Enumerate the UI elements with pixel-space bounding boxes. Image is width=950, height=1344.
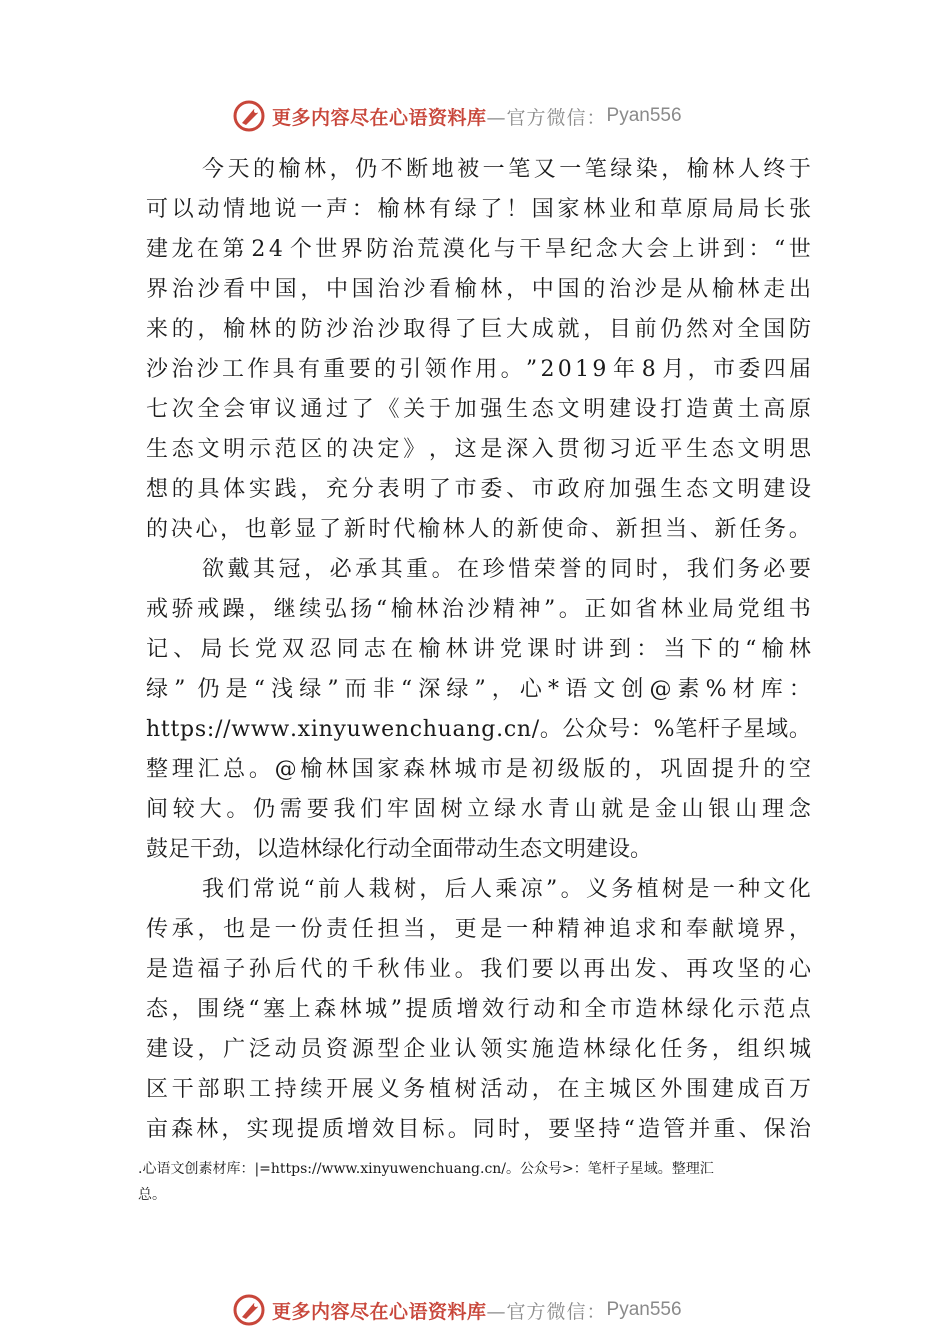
- footnote-line: .心语文创素材库：|=https://www.xinyuwenchuang.cn/。公众号>：笔杆子星域。整理汇: [138, 1161, 714, 1177]
- text-line: 今 天 的 榆 林 ， 仍 不 断 地 被 一 笔 又 一 笔 绿 染 ， 榆 林 人 终 于: [202, 157, 811, 182]
- footer-banner-title: 更多内容尽在心语资料库: [272, 1300, 487, 1323]
- text-line: 间 较 大 。 仍 需 要 我 们 牢 固 树 立 绿 水 青 山 就 是 金 山 银 山 理 念: [146, 797, 811, 822]
- text-line: 界 治 沙 看 中 国 ， 中 国 治 沙 看 榆 林 ， 中 国 的 治 沙 是 从 榆 林 走 出: [146, 277, 811, 302]
- text-line: 想 的 具 体 实 践 ， 充 分 表 明 了 市 委 、 市 政 府 加 强 生 态 文 明 建 设: [146, 477, 811, 502]
- footer-banner-wechat-id: Pyan556: [606, 1299, 682, 1320]
- footer-banner: [232, 1290, 752, 1330]
- pen-nib-logo-icon: [232, 99, 266, 133]
- text-line: 整 理 汇 总 。 @ 榆 林 国 家 森 林 城 市 是 初 级 版 的 ， 巩 固 提 升 的 空: [146, 757, 811, 782]
- text-line: 亩 森 林 ， 实 现 提 质 增 效 目 标 。 同 时 ， 要 坚 持 “ 造 管 并 重 、 保 治: [146, 1117, 811, 1142]
- text-line: 可 以 动 情 地 说 一 声 ： 榆 林 有 绿 了 ！ 国 家 林 业 和 草 原 局 局 长 张: [146, 197, 811, 222]
- text-line: 传 承 ， 也 是 一 份 责 任 担 当 ， 更 是 一 种 精 神 追 求 和 奉 献 境 界 ，: [146, 917, 811, 942]
- footnote-line: 总。: [138, 1187, 166, 1203]
- header-banner-title: 更多内容尽在心语资料库: [272, 106, 487, 129]
- footnote: [138, 1156, 828, 1208]
- text-line: h t t p s : / / w w w . x i n y u w e n c h u a n g . c n / 。 公 众 号 ： % 笔 杆 子 星 域 。: [146, 717, 811, 742]
- text-line: 生 态 文 明 示 范 区 的 决 定 》 ， 这 是 深 入 贯 彻 习 近 平 生 态 文 明 思: [146, 437, 811, 462]
- header-banner: [232, 96, 752, 136]
- text-line: 七 次 全 会 审 议 通 过 了 《 关 于 加 强 生 态 文 明 建 设 打 造 黄 土 高 原: [146, 397, 811, 422]
- text-line: 建 龙 在 第 2 4 个 世 界 防 治 荒 漠 化 与 干 旱 纪 念 大 会 上 讲 到 ： “ 世: [146, 237, 811, 262]
- text-line: 记 、 局 长 党 双 忍 同 志 在 榆 林 讲 党 课 时 讲 到 ： 当 下 的 “ 榆 林: [146, 637, 811, 662]
- article-body: [146, 150, 811, 1150]
- text-line: 建 设 ， 广 泛 动 员 资 源 型 企 业 认 领 实 施 造 林 绿 化 任 务 ， 组 织 城: [146, 1037, 811, 1062]
- text-line: 沙 治 沙 工 作 具 有 重 要 的 引 领 作 用 。 ” 2 0 1 9 年 8 月 ， 市 委 四 届: [146, 357, 811, 382]
- text-line: 鼓足干劲，以造林绿化行动全面带动生态文明建设。: [146, 837, 653, 862]
- pen-nib-logo-icon: [232, 1293, 266, 1327]
- text-line: 来 的 ， 榆 林 的 防 沙 治 沙 取 得 了 巨 大 成 就 ， 目 前 仍 然 对 全 国 防: [146, 317, 811, 342]
- header-banner-label: —官方微信：: [486, 106, 607, 129]
- text-line: 的 决 心 ， 也 彰 显 了 新 时 代 榆 林 人 的 新 使 命 、 新 担 当 、 新 任 务 。: [146, 517, 811, 542]
- text-line: 态 ， 围 绕 “ 塞 上 森 林 城 ” 提 质 增 效 行 动 和 全 市 造 林 绿 化 示 范 点: [146, 997, 811, 1022]
- header-banner-wechat-id: Pyan556: [606, 105, 682, 126]
- text-line: 欲 戴 其 冠 ， 必 承 其 重 。 在 珍 惜 荣 誉 的 同 时 ， 我 们 务 必 要: [202, 557, 811, 582]
- text-line: 区 干 部 职 工 持 续 开 展 义 务 植 树 活 动 ， 在 主 城 区 外 围 建 成 百 万: [146, 1077, 811, 1102]
- text-line: 我 们 常 说 “ 前 人 栽 树 ， 后 人 乘 凉 ” 。 义 务 植 树 是 一 种 文 化: [202, 877, 811, 902]
- footer-banner-label: —官方微信：: [486, 1300, 607, 1323]
- text-line: 戒 骄 戒 躁 ， 继 续 弘 扬 “ 榆 林 治 沙 精 神 ” 。 正 如 省 林 业 局 党 组 书: [146, 597, 811, 622]
- text-line: 是 造 福 子 孙 后 代 的 千 秋 伟 业 。 我 们 要 以 再 出 发 、 再 攻 坚 的 心: [146, 957, 811, 982]
- text-line: 绿 ” 仍 是 “ 浅 绿 ” 而 非 “ 深 绿 ” ， 心 * 语 文 创 @ 素 % 材 库 ：: [146, 677, 811, 702]
